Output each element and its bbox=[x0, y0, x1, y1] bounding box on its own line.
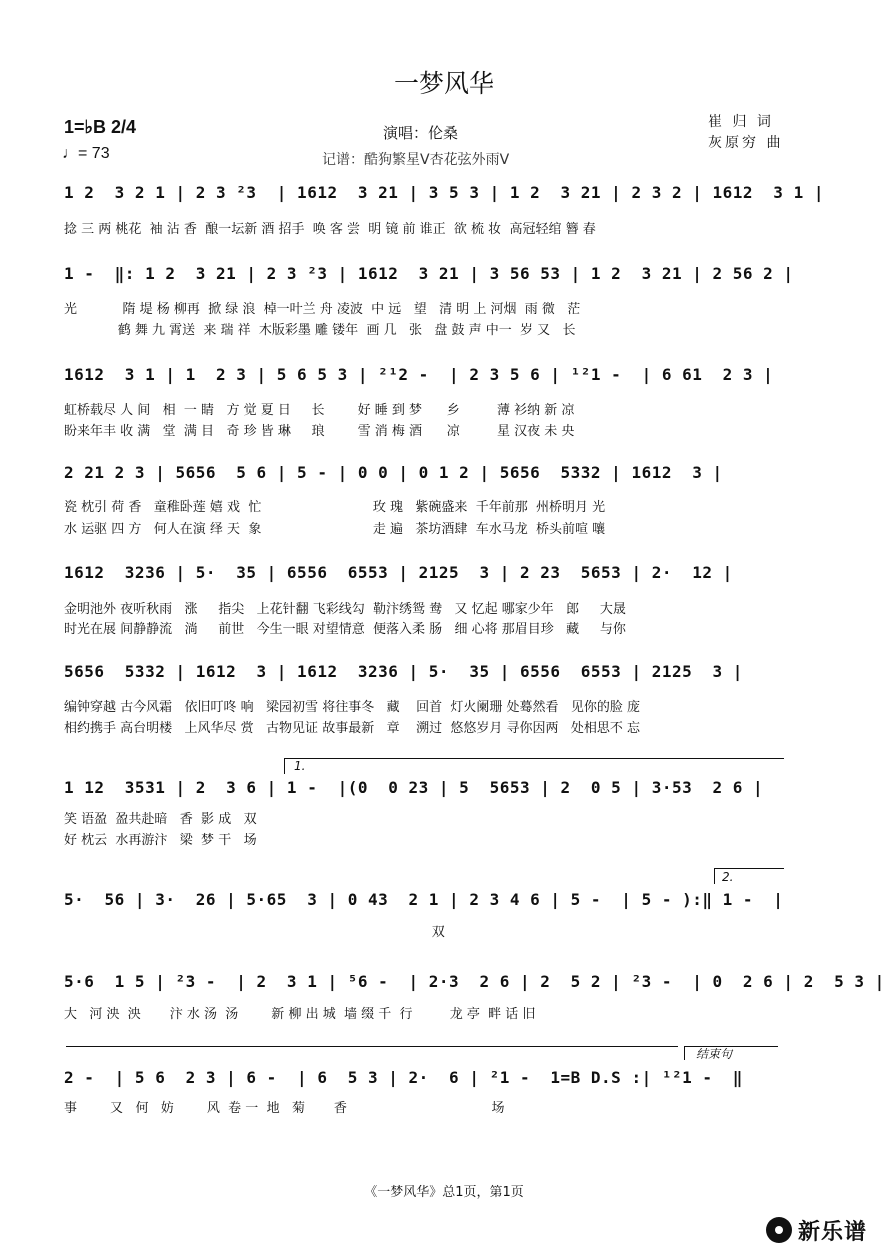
vinyl-disc-icon bbox=[766, 1217, 792, 1243]
lyrics-line-6a: 编钟穿越 古今风霜 依旧叮咚 响 梁园初雪 将往事冬 藏 回首 灯火阑珊 处蓦然看 见你的脸 庞 bbox=[64, 700, 641, 715]
lyrics-line-3a: 虹桥载尽 人 间 相 一 睛 方 觉 夏 日 长 好 睡 到 梦 乡 薄 衫纳 新 凉 bbox=[64, 403, 575, 418]
lyrics-line-3b: 盼来年丰 收 满 堂 满 目 奇 珍 皆 琳 琅 雪 消 梅 酒 凉 星 汉夜 未 央 bbox=[64, 424, 575, 439]
notation-line-9: 5·6 1 5 | ²3 - | 2 3 1 | ⁵6 - | 2·3 2 6 | 2 5 2 | ²3 - | 0 2 6 | 2 5 3 | bbox=[64, 972, 885, 991]
lyrics-line-4b: 水 运驱 四 方 何人在演 绎 天 象 走 遍 茶坊酒肆 车水马龙 桥头前喧 嚷 bbox=[64, 522, 606, 537]
lyrics-line-7b: 好 枕云 水再游汴 梁 梦 干 场 bbox=[64, 833, 257, 848]
volta-bracket-1-tick bbox=[284, 758, 285, 774]
lyrics-line-4a: 瓷 枕引 荷 香 童稚卧莲 嬉 戏 忙 玫 瑰 紫碗盛来 千年前那 州桥明月 光 bbox=[64, 500, 606, 515]
lyrics-line-5b: 时光在展 间静静流 淌 前世 今生一眼 对望情意 便落入柔 肠 细 心将 那眉目珍 藏 与你 bbox=[64, 622, 626, 637]
lyrics-line-6b: 相约携手 高台明楼 上风华尽 赏 古物见证 故事最新 章 溯过 悠悠岁月 寻你因两 处相思不 忘 bbox=[64, 721, 641, 736]
composer-credit: 灰原穷 曲 bbox=[708, 135, 784, 151]
lyrics-line-10a: 事 又 何 妨 风 卷 一 地 菊 香 场 bbox=[64, 1101, 505, 1116]
notation-line-6: 5656 5332 | 1612 3 | 1612 3236 | 5· 35 | 6556 6553 | 2125 3 | bbox=[64, 662, 743, 681]
notation-line-8: 5· 56 | 3· 26 | 5·65 3 | 0 43 2 1 | 2 3 4 6 | 5 - | 5 - ):‖ 1 - | bbox=[64, 890, 784, 909]
lyricist-credit: 崔 归 词 bbox=[708, 114, 774, 130]
volta-2-label: 2. bbox=[722, 870, 734, 884]
notation-line-2: 1 - ‖: 1 2 3 21 | 2 3 ²3 | 1612 3 21 | 3 56 53 | 1 2 3 21 | 2 56 2 | bbox=[64, 264, 794, 283]
notation-line-1: 1 2 3 2 1 | 2 3 ²3 | 1612 3 21 | 3 5 3 | 1 2 3 21 | 2 3 2 | 1612 3 1 | bbox=[64, 183, 824, 202]
key-signature: 1=♭B 2/4 bbox=[64, 117, 137, 137]
notation-line-3: 1612 3 1 | 1 2 3 | 5 6 5 3 | ²¹2 - | 2 3 5 6 | ¹²1 - | 6 61 2 3 | bbox=[64, 365, 774, 384]
lyrics-line-7a: 笑 语盈 盈共赴暗 香 影 成 双 bbox=[64, 812, 257, 827]
volta-1-label: 1. bbox=[294, 759, 306, 773]
transcriber-credit: 记谱：酷狗繁星V杏花弦外雨V bbox=[322, 152, 510, 168]
lyrics-line-9a: 大 河 泱 泱 汴 水 汤 汤 新 柳 出 城 墙 缀 千 行 龙 亭 畔 话 旧 bbox=[64, 1007, 536, 1022]
ending-label: 结束句 bbox=[696, 1047, 733, 1061]
lyrics-line-1a: 捻 三 两 桃花 袖 沾 香 酿一坛新 酒 招手 唤 客 尝 明 镜 前 谁正 欲 梳 妆 高冠轻绾 簪 春 bbox=[64, 222, 596, 237]
notation-line-7: 1 12 3531 | 2 3 6 | 1 - |(0 0 23 | 5 5653 | 2 0 5 | 3·53 2 6 | bbox=[64, 778, 764, 797]
site-logo[interactable] bbox=[766, 1214, 867, 1246]
lyrics-line-2b: 鹤 舞 九 霄送 来 瑞 祥 木版彩墨 雕 镂年 画 几 张 盘 鼓 声 中一 岁 又 长 bbox=[64, 323, 576, 338]
notation-line-5: 1612 3236 | 5· 35 | 6556 6553 | 2125 3 | 2 23 5653 | 2· 12 | bbox=[64, 563, 733, 582]
singer-credit: 演唱：伦桑 bbox=[383, 124, 459, 142]
volta-bracket-2 bbox=[714, 868, 784, 869]
lyrics-line-8a: 双 bbox=[64, 925, 445, 940]
page-footer: 《一梦风华》总1页，第1页 bbox=[364, 1185, 524, 1200]
ending-bracket-tick bbox=[684, 1046, 685, 1060]
logo-text: 新乐谱 bbox=[798, 1219, 868, 1245]
lyrics-line-2a: 光 隋 堤 杨 柳再 掀 绿 浪 棹一叶兰 舟 凌波 中 远 望 清 明 上 河烟 雨 微 茫 bbox=[64, 302, 581, 317]
notation-line-4: 2 21 2 3 | 5656 5 6 | 5 - | 0 0 | 0 1 2 | 5656 5332 | 1612 3 | bbox=[64, 463, 723, 482]
volta-bracket-1 bbox=[284, 758, 784, 759]
tempo-marking: ♩= 73 bbox=[62, 145, 110, 162]
ds-bracket-line bbox=[66, 1046, 678, 1047]
volta-bracket-2-tick bbox=[714, 868, 715, 884]
lyrics-line-5a: 金明池外 夜听秋雨 涨 指尖 上花针翻 飞彩线勾 勒汴绣鸳 鸯 又 忆起 哪家少年 郎 大晟 bbox=[64, 602, 626, 617]
notation-line-10: 2 - | 5 6 2 3 | 6 - | 6 5 3 | 2· 6 | ²1 - 1=B D.S :| ¹²1 - ‖ bbox=[64, 1068, 743, 1087]
song-title: 一梦风华 bbox=[393, 69, 494, 98]
